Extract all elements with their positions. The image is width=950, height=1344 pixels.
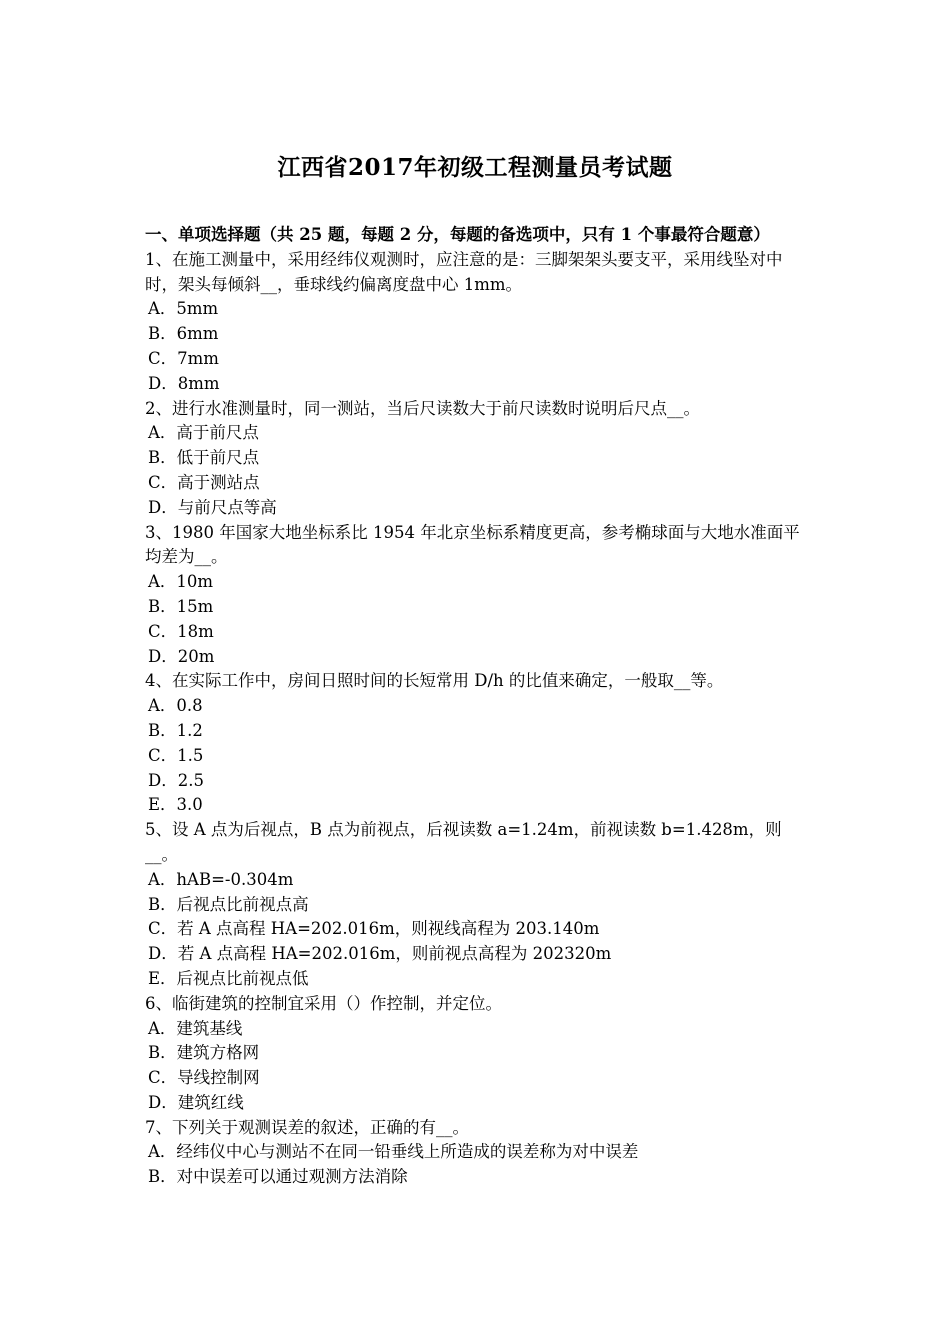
answer-option: D．20m [148, 646, 215, 666]
answer-option: E．后视点比前视点低 [148, 968, 309, 988]
answer-option: A．5mm [148, 299, 219, 319]
answer-option: D．建筑红线 [148, 1092, 244, 1112]
question-stem: 5、设 A 点为后视点，B 点为前视点，后视读数 a=1.24m，前视读数 b=1.428m，则__。 [145, 820, 782, 864]
answer-option: A．0.8 [148, 696, 203, 716]
answer-option: A．高于前尺点 [148, 423, 259, 443]
answer-option: B．建筑方格网 [148, 1043, 260, 1063]
answer-option: C．7mm [148, 348, 219, 368]
answer-option: C．若 A 点高程 HA=202.016m，则视线高程为 203.140m [148, 919, 600, 939]
question-6 [145, 992, 810, 1116]
answer-option: C．18m [148, 621, 214, 641]
answer-option: D．若 A 点高程 HA=202.016m，则前视点高程为 202320m [148, 944, 612, 964]
document-title: 江西省2017年初级工程测量员考试题 [277, 154, 673, 181]
section-heading: 一、单项选择题（共 25 题，每题 2 分，每题的备选项中，只有 1 个事最符合题意） [145, 225, 770, 244]
answer-option: B．6mm [148, 324, 219, 344]
answer-option: C．1.5 [148, 745, 204, 765]
answer-option: D．8mm [148, 373, 220, 393]
answer-option: B．15m [148, 596, 214, 616]
answer-option: B．1.2 [148, 720, 203, 740]
question-stem: 2、进行水准测量时，同一测站，当后尺读数大于前尺读数时说明后尺点__。 [145, 398, 700, 418]
answer-option: A．10m [148, 572, 214, 592]
answer-option: D．2.5 [148, 770, 204, 790]
question-5 [145, 818, 810, 992]
answer-option: C．高于测站点 [148, 472, 260, 492]
answer-option: B．低于前尺点 [148, 448, 260, 468]
question-stem: 7、下列关于观测误差的叙述，正确的有__。 [145, 1117, 469, 1137]
document-body [145, 223, 810, 1190]
answer-option: E．3.0 [148, 795, 203, 815]
question-stem: 1、在施工测量中，采用经纬仪观测时，应注意的是：三脚架架头要支平，采用线坠对中时，架头每倾斜__，垂球线约偏离度盘中心 1mm。 [145, 249, 783, 294]
answer-option: D．与前尺点等高 [148, 497, 277, 517]
answer-option: B．后视点比前视点高 [148, 894, 309, 914]
question-2 [145, 397, 810, 521]
answer-option: C．导线控制网 [148, 1068, 260, 1088]
question-stem: 4、在实际工作中，房间日照时间的长短常用 D/h 的比值来确定，一般取__等。 [145, 671, 724, 691]
question-3 [145, 521, 810, 670]
question-stem: 6、临街建筑的控制宜采用（）作控制，并定位。 [145, 993, 502, 1013]
question-1 [145, 248, 810, 397]
answer-option: A．建筑基线 [148, 1018, 243, 1038]
answer-option: A．hAB=-0.304m [148, 869, 294, 889]
question-stem: 3、1980 年国家大地坐标系比 1954 年北京坐标系精度更高，参考椭球面与大地水准面平均差为__。 [145, 522, 800, 567]
answer-option: A．经纬仪中心与测站不在同一铅垂线上所造成的误差称为对中误差 [148, 1142, 639, 1162]
question-list [145, 248, 810, 1190]
question-4 [145, 669, 810, 818]
answer-option: B．对中误差可以通过观测方法消除 [148, 1167, 408, 1187]
question-7 [145, 1116, 810, 1190]
